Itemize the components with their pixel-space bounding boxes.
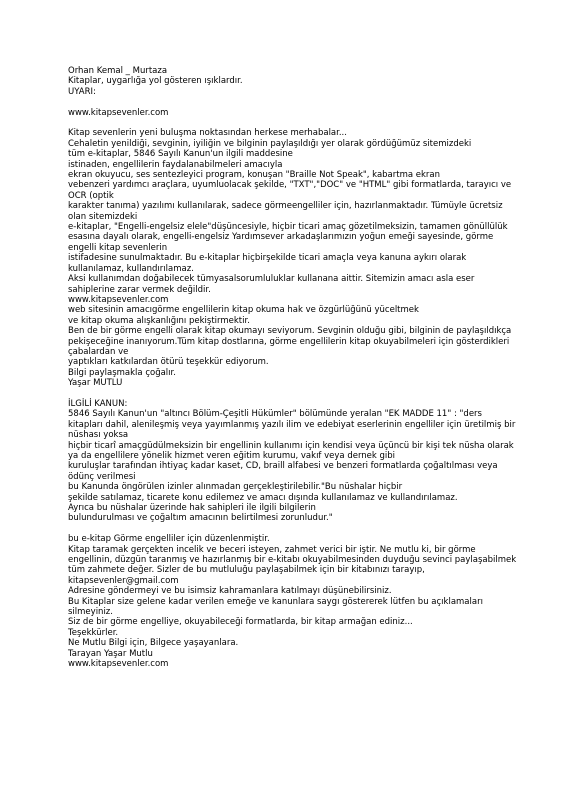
intro-text-line: ekran okuyucu, ses sentezleyici program, konuşan "Braille Not Speak", kabartma ekran (68, 170, 441, 181)
intro-text-line: web sitesinin amacıgörme engellilerin kitap okuma hak ve özgürlüğünü yüceltmek (68, 305, 419, 316)
intro-text-line: kullanılamaz, kullandırılamaz. (68, 263, 194, 274)
closing-text-line: Teşekkürler. (68, 627, 119, 638)
intro-text-line: Kitap sevenlerin yeni buluşma noktasından herkese merhabalar... (68, 128, 347, 139)
closing-text-line: bu e-kitap Görme engelliler için düzenlenmiştir. (68, 534, 270, 545)
law-text-line: hiçbir ticarî amaçgüdülmeksizin bir engellinin kullanımı için kendisi veya üçüncü bir kişi tek nüsha olarak (68, 440, 514, 451)
motto-line: Kitaplar, uygarlığa yol gösteren ışıklardır. (68, 76, 243, 87)
intro-text-line: yaptıkları katkılardan ötürü teşekkür ediyorum. (68, 357, 269, 368)
closing-text-line: kitapsevenler@gmail.com (68, 575, 179, 586)
law-text-line: nüshası yoksa (68, 430, 129, 441)
intro-text-line: engelli kitap sevenlerin (68, 242, 168, 253)
intro-text-line: sahiplerine zarar vermek değildir. (68, 284, 211, 295)
closing-text-line: Bu Kitaplar size gelene kadar verilen emeğe ve kanunlara saygı göstererek lütfen bu açıklamaları (68, 596, 483, 607)
intro-text-line: Bilgi paylaşmakla çoğalır. (68, 367, 176, 378)
closing-paragraph (68, 534, 517, 670)
closing-text-line: silmeyiniz. (68, 607, 113, 618)
intro-text-line: Yaşar MUTLU (68, 378, 123, 389)
closing-text-line: Ne Mutlu Bilgi için, Bilgece yaşayanlara. (68, 638, 239, 649)
blank-line (68, 97, 508, 107)
law-text-line: kuruluşlar tarafından ihtiyaç kadar kaset, CD, braill alfabesi ve benzeri formatlarda çoğaltılması veya (68, 461, 498, 472)
intro-text-line: Ben de bir görme engelli olarak kitap okumayı seviyorum. Sevginin olduğu gibi, bilginin de paylaşıldıkça (68, 326, 512, 337)
law-text-line: ödünç verilmesi (68, 471, 136, 482)
intro-text-line: Aksi kullanımdan doğabilecek tümyasalsorumluluklar kullanana aittir. Sitemizin amacı asla eser (68, 274, 475, 285)
law-text-line: ya da engellilere yönelik hizmet veren eğitim kurumu, vakıf veya dernek gibi (68, 450, 396, 461)
intro-text-line: esasına dayalı olarak, engelli-engelsiz Yardımsever arkadaşlarımızın yoğun emeği sayesinde, görme (68, 232, 494, 243)
warning-heading: UYARI: (68, 86, 96, 97)
law-paragraph (68, 398, 516, 524)
intro-text-line: www.kitapsevenler.com (68, 294, 169, 305)
closing-text-line: www.kitapsevenler.com (68, 659, 169, 670)
closing-text-line: Adresine göndermeyi ve bu isimsiz kahramanlara katılmayı düşünebilirsiniz. (68, 586, 392, 597)
intro-text-line: ve kitap okuma alışkanlığını pekiştirmektir. (68, 315, 250, 326)
intro-text-line: vebenzeri yardımcı araçlara, uyumluolacak şekilde, "TXT","DOC" ve "HTML" gibi formatlarda, tarayıcı ve (68, 180, 512, 191)
intro-text-line: olan sitemizdeki (68, 211, 138, 222)
blank-line (68, 118, 508, 128)
intro-text-line: e-kitaplar, "Engelli-engelsiz elele"düşüncesiyle, hiçbir ticari amaç gözetilmeksizin, tamamen gönüllülük (68, 222, 508, 233)
closing-text-line: Siz de bir görme engelliye, okuyabileceği formatlarda, bir kitap armağan ediniz... (68, 617, 413, 628)
law-text-line: Ayrıca bu nüshalar üzerinde hak sahipleri ile ilgili bilgilerin (68, 503, 316, 514)
intro-paragraph (68, 128, 512, 389)
closing-text-line: engellinin, düzgün taranmış ve hazırlanmış bir e-kitabı okuyabilmesinden duyduğu sevinci paylaşabilmek (68, 555, 517, 566)
law-text-line: bu Kanunda öngörülen izinler alınmadan gerçekleştirilebilir."Bu nüshalar hiçbir (68, 482, 403, 493)
intro-text-line: OCR (optik (68, 190, 114, 201)
law-text-line: İLGİLİ KANUN: (68, 398, 128, 409)
law-text-line: 5846 Sayılı Kanun'un "altıncı Bölüm-Çeşitli Hükümler" bölümünde yeralan "EK MADDE 11" : "ders (68, 409, 482, 420)
intro-text-line: istinaden, engellilerin faydalanabilmeleri amacıyla (68, 159, 283, 170)
intro-text-line: istifadesine sunulmaktadır. Bu e-kitaplar hiçbirşekilde ticari amaçla veya kanuna aykırı olarak (68, 253, 467, 264)
closing-text-line: tüm zahmete değer. Sizler de bu mutluluğu paylaşabilmek için bir kitabınızı tarayıp, (68, 565, 425, 576)
closing-text-line: Kitap taramak gerçekten incelik ve beceri isteyen, zahmet verici bir iştir. Ne mutlu ki, bir görme (68, 544, 476, 555)
blank-line (68, 524, 508, 534)
book-title-line: Orhan Kemal _ Murtaza (68, 66, 168, 76)
intro-text-line: Cehaletin yenildiği, sevginin, iyiliğin ve bilginin paylaşıldığı yer olarak gördüğümüz sitemizdeki (68, 138, 472, 149)
site-url-line: www.kitapsevenler.com (68, 107, 169, 118)
intro-text-line: tüm e-kitaplar, 5846 Sayılı Kanun'un ilgili maddesine (68, 149, 293, 160)
blank-line (68, 389, 508, 399)
closing-text-line: Tarayan Yaşar Mutlu (68, 648, 153, 659)
intro-text-line: karakter tanıma) yazılımı kullanılarak, sadece görmeengelliler için, hazırlanmaktadır. Tümüyle ücretsiz (68, 201, 503, 212)
law-text-line: kitapları dahil, alenileşmiş veya yayımlanmış yazılı ilim ve edebiyat eserlerinin engelliler için üretilmiş bir (68, 419, 516, 430)
intro-text-line: pekişeceğine inanıyorum.Tüm kitap dostlarına, görme engellilerin kitap okuyabilmeleri için gösterdikleri (68, 336, 510, 347)
document-page (68, 66, 517, 670)
law-text-line: şekilde satılamaz, ticarete konu edilemez ve amacı dışında kullanılamaz ve kullandırılamaz. (68, 492, 458, 503)
law-text-line: bulundurulması ve çoğaltım amacının belirtilmesi zorunludur." (68, 513, 333, 524)
intro-text-line: çabalardan ve (68, 346, 129, 357)
header-block (68, 66, 508, 97)
